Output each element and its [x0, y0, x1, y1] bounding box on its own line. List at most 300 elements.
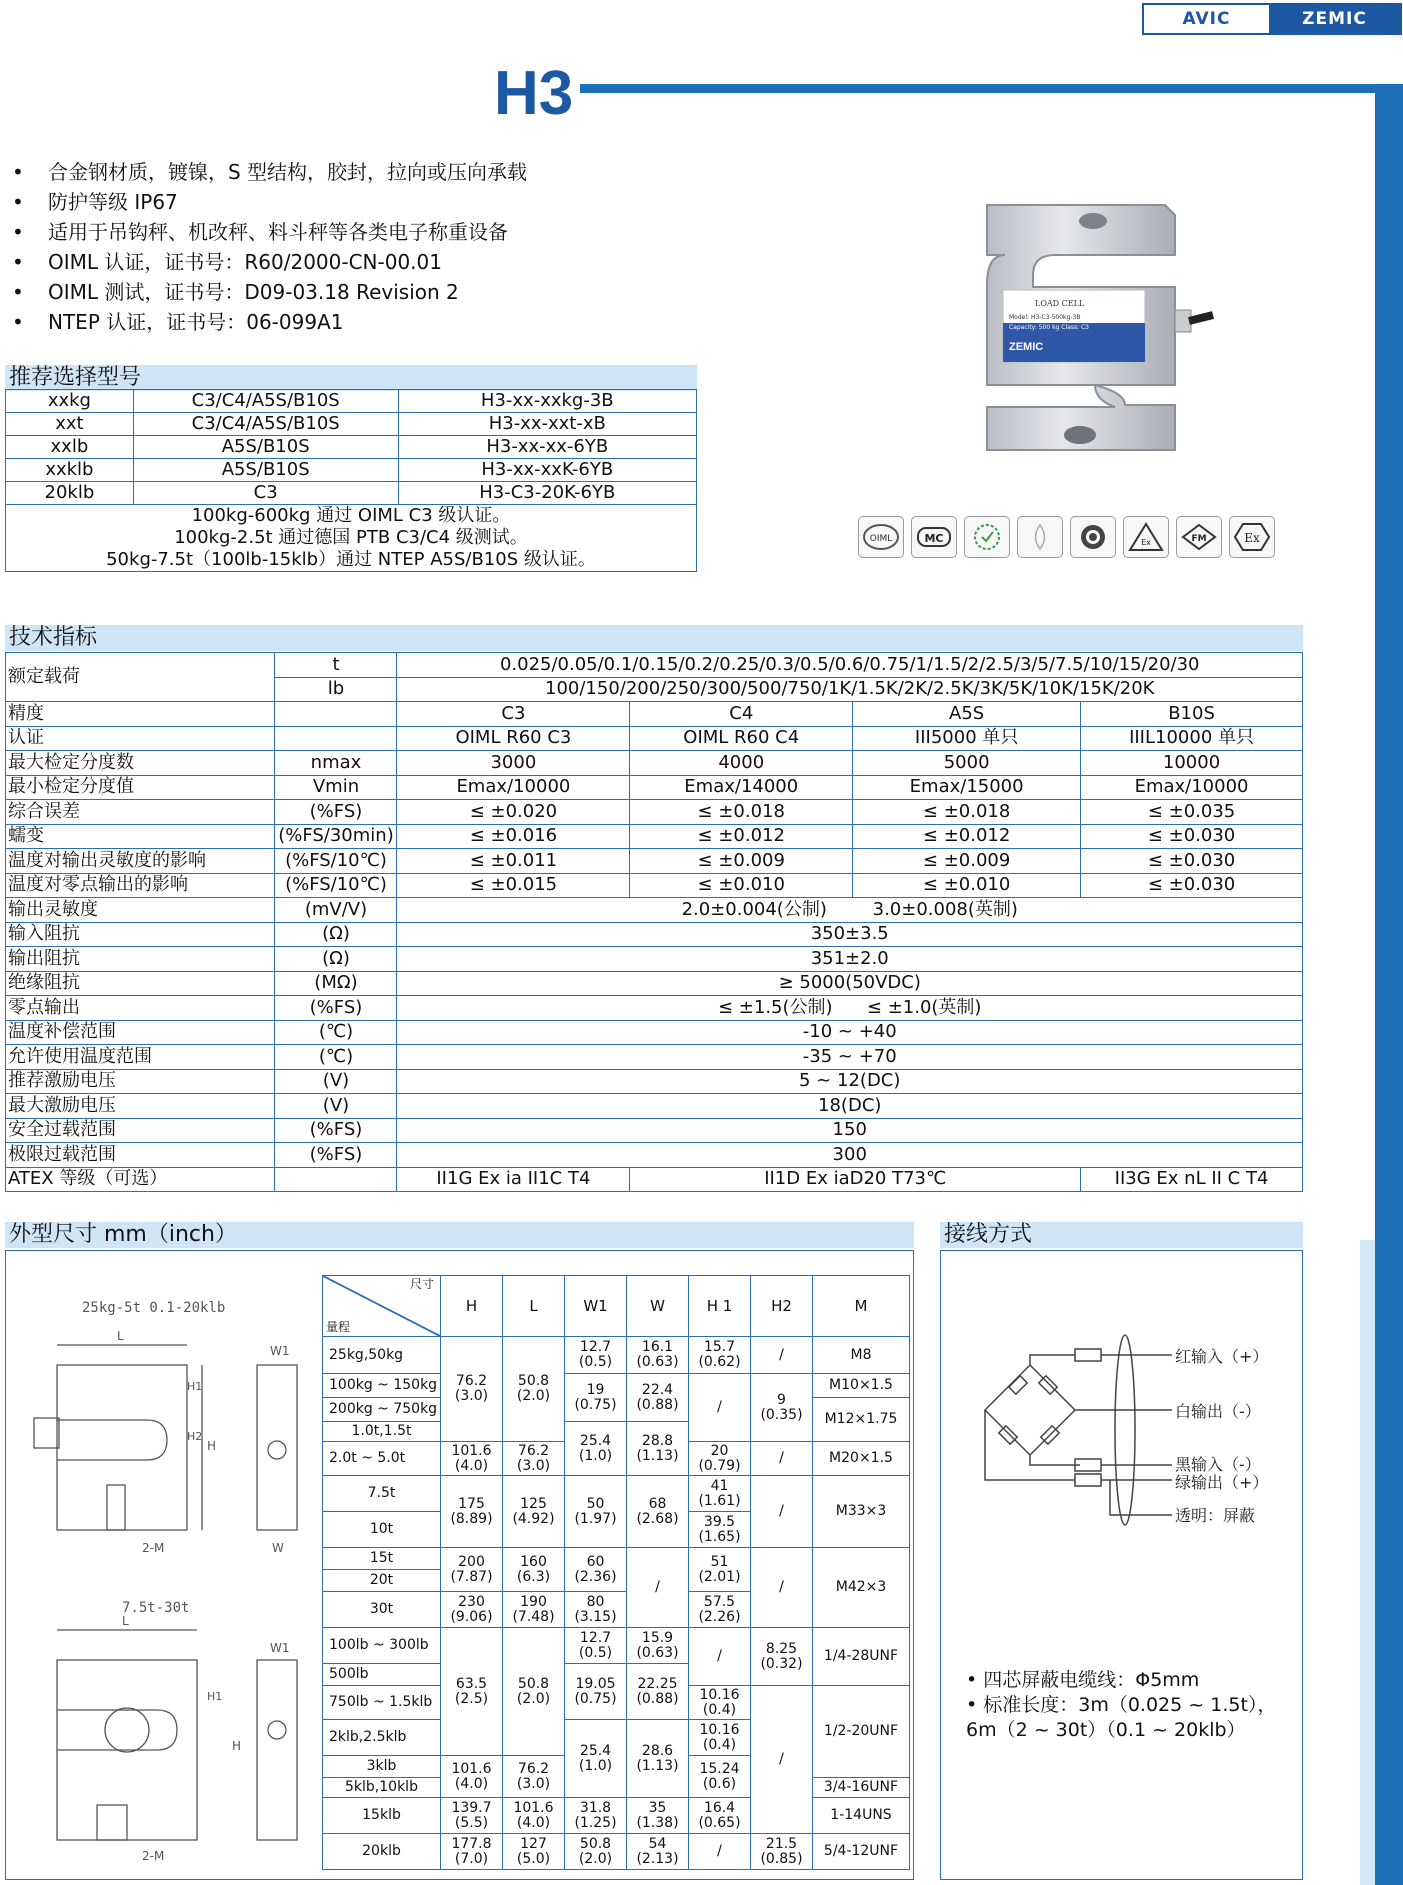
mc-icon [911, 516, 957, 558]
table-cell: (%FS) [275, 1143, 397, 1168]
spec-table [5, 652, 1303, 1192]
table-cell: (℃) [275, 1045, 397, 1070]
table-cell: 127 (5.0) [503, 1834, 565, 1870]
table-row [6, 653, 1303, 678]
table-cell: II1D Ex iaD20 T73℃ [630, 1167, 1081, 1192]
table-cell [275, 726, 397, 751]
table-cell: ≤ ±0.011 [397, 849, 630, 874]
table-cell: 极限过载范围 [6, 1143, 275, 1168]
table-cell: (%FS) [275, 996, 397, 1021]
table-cell: 推荐激励电压 [6, 1069, 275, 1094]
table-cell: 60 (2.36) [565, 1548, 627, 1592]
table-cell: 100lb ~ 300lb [323, 1628, 441, 1664]
table-cell: 51 (2.01) [689, 1548, 751, 1592]
table-row [6, 947, 1303, 972]
table-cell: 750lb ~ 1.5klb [323, 1686, 441, 1720]
table-row [6, 971, 1303, 996]
recommend-table [5, 389, 697, 572]
table-cell: 温度补偿范围 [6, 1020, 275, 1045]
table-cell: 500lb [323, 1664, 441, 1686]
table-cell: 精度 [6, 702, 275, 727]
spec-title: 技术指标 [5, 625, 1303, 651]
table-row [6, 1020, 1303, 1045]
table-row [6, 726, 1303, 751]
table-cell: L [503, 1276, 565, 1337]
table-row [6, 413, 697, 436]
table-cell: 25.4 (1.0) [565, 1422, 627, 1476]
oiml-icon [858, 516, 904, 558]
table-row [6, 922, 1303, 947]
svg-text:2-M: 2-M [142, 1541, 165, 1555]
table-cell: H2 [751, 1276, 813, 1337]
table-cell: / [751, 1548, 813, 1628]
table-cell: 1/4-28UNF [813, 1628, 910, 1686]
table-cell: 最大检定分度数 [6, 751, 275, 776]
table-cell: 80 (3.15) [565, 1592, 627, 1628]
table-cell: 10t [323, 1512, 441, 1548]
table-cell: ≤ ±0.035 [1081, 800, 1303, 825]
table-cell: 允许使用温度范围 [6, 1045, 275, 1070]
table-cell: ≤ ±0.012 [853, 824, 1081, 849]
table-cell: (V) [275, 1094, 397, 1119]
table-row [6, 996, 1303, 1021]
table-row [323, 1798, 910, 1834]
table-cell: III5000 单只 [853, 726, 1081, 751]
table-cell: 20 (0.79) [689, 1442, 751, 1476]
table-cell: 认证 [6, 726, 275, 751]
table-cell: 200kg ~ 750kg [323, 1398, 441, 1422]
svg-text:Ex: Ex [1244, 531, 1260, 545]
table-cell: M [813, 1276, 910, 1337]
table-cell: 150 [397, 1118, 1303, 1143]
table-cell: 16.4 (0.65) [689, 1798, 751, 1834]
table-cell: / [751, 1337, 813, 1374]
table-cell: 76.2 (3.0) [503, 1442, 565, 1476]
svg-text:25kg-5t 0.1-20klb: 25kg-5t 0.1-20klb [82, 1300, 226, 1316]
recommend-title: 推荐选择型号 [5, 365, 697, 391]
table-cell: 最小检定分度值 [6, 775, 275, 800]
table-cell: M20×1.5 [813, 1442, 910, 1476]
wiring-note: • 标准长度：3m（0.025 ~ 1.5t）， [966, 1694, 1277, 1716]
table-row [6, 873, 1303, 898]
table-cell: 230 (9.06) [441, 1592, 503, 1628]
model-title: H3 [494, 59, 574, 128]
table-cell: M10×1.5 [813, 1374, 910, 1398]
svg-text:Ex: Ex [1141, 538, 1151, 547]
table-cell: 200 (7.87) [441, 1548, 503, 1592]
table-row [6, 849, 1303, 874]
table-cell: 57.5 (2.26) [689, 1592, 751, 1628]
table-cell: 76.2 (3.0) [441, 1337, 503, 1442]
table-cell: 1-14UNS [813, 1798, 910, 1834]
table-cell: / [689, 1628, 751, 1686]
table-cell: ≤ ±0.030 [1081, 849, 1303, 874]
table-cell: 350±3.5 [397, 922, 1303, 947]
table-cell: 175 (8.89) [441, 1476, 503, 1548]
table-cell: 190 (7.48) [503, 1592, 565, 1628]
table-cell: / [627, 1548, 689, 1628]
recommend-note: 100kg-600kg 通过 OIML C3 级认证。 [191, 505, 511, 526]
svg-text:OIML: OIML [869, 534, 893, 544]
table-cell: / [751, 1442, 813, 1476]
table-cell: 5/4-12UNF [813, 1834, 910, 1870]
table-cell: / [751, 1476, 813, 1548]
table-cell: 输入阻抗 [6, 922, 275, 947]
table-cell: 1.0t,1.5t [323, 1422, 441, 1442]
table-cell: A5S/B10S [133, 459, 398, 482]
table-cell: t [275, 653, 397, 678]
table-cell: (%FS/10℃) [275, 849, 397, 874]
table-row [323, 1548, 910, 1570]
table-cell: ≤ ±0.012 [630, 824, 853, 849]
table-cell: 零点输出 [6, 996, 275, 1021]
table-cell: ≤ ±0.018 [853, 800, 1081, 825]
table-cell: H3-xx-xxK-6YB [398, 459, 696, 482]
table-row [6, 1143, 1303, 1168]
table-header-row [323, 1276, 910, 1337]
ptb-icon [1070, 516, 1116, 558]
table-cell [275, 1167, 397, 1192]
table-cell: 125 (4.92) [503, 1476, 565, 1548]
atex-icon [1123, 516, 1169, 558]
table-cell: 35 (1.38) [627, 1798, 689, 1834]
table-cell: 351±2.0 [397, 947, 1303, 972]
table-cell: 输出阻抗 [6, 947, 275, 972]
table-cell: 160 (6.3) [503, 1548, 565, 1592]
table-cell: ≤ ±0.030 [1081, 873, 1303, 898]
table-cell: / [689, 1374, 751, 1442]
table-cell: ≤ ±0.020 [397, 800, 630, 825]
table-cell: OIML R60 C3 [397, 726, 630, 751]
table-cell: (℃) [275, 1020, 397, 1045]
fm-icon [1176, 516, 1222, 558]
table-cell: 安全过载范围 [6, 1118, 275, 1143]
table-cell: (Ω) [275, 922, 397, 947]
table-cell: 20t [323, 1570, 441, 1592]
table-cell: A5S [853, 702, 1081, 727]
table-cell: 5klb,10klb [323, 1778, 441, 1798]
table-cell: A5S/B10S [133, 436, 398, 459]
svg-text:W: W [272, 1541, 284, 1555]
table-cell: 温度对输出灵敏度的影响 [6, 849, 275, 874]
table-cell: 101.6 (4.0) [441, 1756, 503, 1798]
table-cell: 绝缘阻抗 [6, 971, 275, 996]
table-cell: 39.5 (1.65) [689, 1512, 751, 1548]
table-cell: 0.025/0.05/0.1/0.15/0.2/0.25/0.3/0.5/0.6/0.75/1/1.5/2/2.5/3/5/7.5/10/15/20/30 [397, 653, 1303, 678]
table-cell: 15.7 (0.62) [689, 1337, 751, 1374]
table-cell: 5 ~ 12(DC) [397, 1069, 1303, 1094]
svg-text:H1: H1 [207, 1690, 223, 1703]
table-cell: H3-xx-xx-6YB [398, 436, 696, 459]
table-cell: M33×3 [813, 1476, 910, 1548]
table-cell: C3 [397, 702, 630, 727]
table-cell: 12.7 (0.5) [565, 1628, 627, 1664]
table-cell: W1 [565, 1276, 627, 1337]
svg-text:H: H [232, 1739, 242, 1753]
dimension-table [322, 1275, 910, 1870]
table-cell: 50.8 (2.0) [565, 1834, 627, 1870]
table-cell: 2.0t ~ 5.0t [323, 1442, 441, 1476]
table-cell: 22.25 (0.88) [627, 1664, 689, 1720]
table-cell: 54 (2.13) [627, 1834, 689, 1870]
table-row [6, 436, 697, 459]
recommend-notes [6, 505, 697, 572]
table-row [6, 482, 697, 505]
wiring-notes [966, 1668, 1296, 1743]
table-cell: B10S [1081, 702, 1303, 727]
ntep-icon [1017, 516, 1063, 558]
feature-item: • 防护等级 IP67 [10, 187, 527, 217]
table-cell: Emax/14000 [630, 775, 853, 800]
brand-box [1142, 3, 1402, 35]
table-row [6, 1118, 1303, 1143]
table-cell: 7.5t [323, 1476, 441, 1512]
table-cell: 15.9 (0.63) [627, 1628, 689, 1664]
svg-text:H: H [207, 1439, 217, 1453]
table-cell: 50.8 (2.0) [503, 1337, 565, 1442]
table-cell: II1G Ex ia II1C T4 [397, 1167, 630, 1192]
svg-text:FM: FM [1191, 534, 1207, 544]
table-cell: / [689, 1834, 751, 1870]
table-cell: 10.16 (0.4) [689, 1686, 751, 1720]
feature-item: • OIML 测试，证书号：D09-03.18 Revision 2 [10, 277, 527, 307]
table-cell: (%FS) [275, 1118, 397, 1143]
table-cell: 15.24 (0.6) [689, 1756, 751, 1798]
table-cell: 输出灵敏度 [6, 898, 275, 923]
table-cell: 28.6 (1.13) [627, 1720, 689, 1798]
table-cell: ≤ ±0.016 [397, 824, 630, 849]
table-cell: (MΩ) [275, 971, 397, 996]
table-cell: 2klb,2.5klb [323, 1720, 441, 1756]
table-cell: 25.4 (1.0) [565, 1720, 627, 1798]
table-cell: 15klb [323, 1798, 441, 1834]
table-cell: Emax/10000 [397, 775, 630, 800]
brand-avic: AVIC [1144, 5, 1269, 33]
wire-green-label: 绿输出（+） [1175, 1473, 1269, 1492]
header-rule [580, 84, 1403, 93]
table-cell: (Ω) [275, 947, 397, 972]
table-cell: II3G Ex nL II C T4 [1081, 1167, 1303, 1192]
table-cell: 10000 [1081, 751, 1303, 776]
wiring-title: 接线方式 [940, 1222, 1303, 1248]
table-cell: 50.8 (2.0) [503, 1628, 565, 1756]
table-cell: 最大激励电压 [6, 1094, 275, 1119]
table-cell: 18(DC) [397, 1094, 1303, 1119]
table-cell: nmax [275, 751, 397, 776]
table-cell: 22.4 (0.88) [627, 1374, 689, 1422]
table-row [6, 1167, 1303, 1192]
table-cell: -35 ~ +70 [397, 1045, 1303, 1070]
table-cell: 3000 [397, 751, 630, 776]
table-row [6, 775, 1303, 800]
table-row [6, 505, 697, 572]
svg-text:H2: H2 [187, 1430, 203, 1443]
table-cell: H3-xx-xxt-xB [398, 413, 696, 436]
table-cell: 100kg ~ 150kg [323, 1374, 441, 1398]
table-cell: ≤ ±1.5(公制) ≤ ±1.0(英制) [397, 996, 1303, 1021]
svg-text:7.5t-30t: 7.5t-30t [122, 1600, 190, 1616]
feature-item: • 合金钢材质，镀镍，S 型结构，胶封，拉向或压向承载 [10, 157, 527, 187]
table-row [323, 1628, 910, 1664]
table-cell: xxklb [6, 459, 134, 482]
table-cell: 15t [323, 1548, 441, 1570]
svg-text:W1: W1 [270, 1344, 290, 1358]
table-cell: 100/150/200/250/300/500/750/1K/1.5K/2K/2.5K/3K/5K/10K/15K/20K [397, 677, 1303, 702]
table-cell: Emax/10000 [1081, 775, 1303, 800]
table-cell: M12×1.75 [813, 1398, 910, 1442]
table-cell: OIML R60 C4 [630, 726, 853, 751]
feature-item: • 适用于吊钩秤、机改秤、料斗秤等各类电子称重设备 [10, 217, 527, 247]
table-cell: 41 (1.61) [689, 1476, 751, 1512]
table-cell: 76.2 (3.0) [503, 1756, 565, 1798]
table-cell: 12.7 (0.5) [565, 1337, 627, 1374]
table-row [323, 1834, 910, 1870]
table-cell: lb [275, 677, 397, 702]
wiring-note: 6m（2 ~ 30t）（0.1 ~ 20klb） [966, 1719, 1246, 1741]
table-cell: 68 (2.68) [627, 1476, 689, 1548]
table-cell: C3/C4/A5S/B10S [133, 413, 398, 436]
feature-list [10, 157, 527, 337]
table-row [6, 702, 1303, 727]
load-cell-photo [975, 195, 1215, 460]
svg-text:L: L [117, 1329, 124, 1343]
table-cell: ≤ ±0.009 [630, 849, 853, 874]
table-cell: / [751, 1686, 813, 1834]
table-row [323, 1374, 910, 1398]
table-cell: (mV/V) [275, 898, 397, 923]
wiring-diagram [960, 1325, 1300, 1535]
table-cell: H3-xx-xxkg-3B [398, 390, 696, 413]
side-rule [1375, 84, 1403, 1885]
table-cell: C4 [630, 702, 853, 727]
table-cell: ≤ ±0.030 [1081, 824, 1303, 849]
table-cell: 16.1 (0.63) [627, 1337, 689, 1374]
table-cell: 9 (0.35) [751, 1374, 813, 1442]
table-cell: 63.5 (2.5) [441, 1628, 503, 1756]
table-cell: 139.7 (5.5) [441, 1798, 503, 1834]
table-cell: 28.8 (1.13) [627, 1422, 689, 1476]
svg-text:L: L [122, 1614, 129, 1628]
table-cell: 3klb [323, 1756, 441, 1778]
table-cell: 31.8 (1.25) [565, 1798, 627, 1834]
ex-icon [1229, 516, 1275, 558]
table-cell: 101.6 (4.0) [441, 1442, 503, 1476]
table-cell: 1/2-20UNF [813, 1686, 910, 1778]
svg-text:2-M: 2-M [142, 1849, 165, 1863]
table-cell: 25kg,50kg [323, 1337, 441, 1374]
table-row [6, 459, 697, 482]
table-cell: Emax/15000 [853, 775, 1081, 800]
table-cell: ≤ ±0.010 [853, 873, 1081, 898]
table-cell: 蠕变 [6, 824, 275, 849]
corner-cell: 尺寸 量程 [323, 1276, 441, 1337]
table-cell: ≤ ±0.015 [397, 873, 630, 898]
wiring-note: • 四芯屏蔽电缆线：Φ5mm [966, 1669, 1200, 1691]
dimension-drawings [22, 1290, 312, 1870]
table-cell: (V) [275, 1069, 397, 1094]
table-row [6, 1045, 1303, 1070]
table-cell: 50 (1.97) [565, 1476, 627, 1548]
svg-text:H1: H1 [187, 1380, 203, 1393]
table-cell: 177.8 (7.0) [441, 1834, 503, 1870]
table-cell: xxlb [6, 436, 134, 459]
recommend-note: 50kg-7.5t（100lb-15klb）通过 NTEP A5S/B10S 级认证。 [106, 549, 596, 570]
dims-title: 外型尺寸 mm（inch） [5, 1222, 914, 1248]
table-cell: 3/4-16UNF [813, 1778, 910, 1798]
brand-zemic: ZEMIC [1269, 5, 1400, 33]
table-row [6, 824, 1303, 849]
table-cell: 10.16 (0.4) [689, 1720, 751, 1756]
label-line2: Model: H3-C3-500kg-3B [1009, 314, 1081, 321]
table-row [6, 1069, 1303, 1094]
wire-black-label: 黑输入（-） [1175, 1455, 1261, 1474]
table-cell: (%FS/30min) [275, 824, 397, 849]
table-cell: xxkg [6, 390, 134, 413]
table-cell: 101.6 (4.0) [503, 1798, 565, 1834]
table-cell: 温度对零点输出的影响 [6, 873, 275, 898]
table-cell: xxt [6, 413, 134, 436]
certification-icons [858, 516, 1275, 558]
table-row [6, 800, 1303, 825]
table-cell: 8.25 (0.32) [751, 1628, 813, 1686]
table-cell: (%FS/10℃) [275, 873, 397, 898]
table-cell: H [441, 1276, 503, 1337]
side-rule-light [1360, 1240, 1375, 1885]
table-cell: (%FS) [275, 800, 397, 825]
ccc-icon [964, 516, 1010, 558]
table-cell: W [627, 1276, 689, 1337]
recommend-note: 100kg-2.5t 通过德国 PTB C3/C4 级测试。 [174, 527, 528, 548]
table-cell: H3-C3-20K-6YB [398, 482, 696, 505]
table-row [6, 1094, 1303, 1119]
table-cell: 30t [323, 1592, 441, 1628]
table-cell: ≥ 5000(50VDC) [397, 971, 1303, 996]
table-cell: 21.5 (0.85) [751, 1834, 813, 1870]
table-cell: 4000 [630, 751, 853, 776]
wire-red-label: 红输入（+） [1175, 1347, 1269, 1366]
table-cell: 20klb [323, 1834, 441, 1870]
table-cell: 19 (0.75) [565, 1374, 627, 1422]
table-row [323, 1337, 910, 1374]
table-cell: M8 [813, 1337, 910, 1374]
table-row [6, 898, 1303, 923]
table-cell: C3/C4/A5S/B10S [133, 390, 398, 413]
table-cell: ≤ ±0.018 [630, 800, 853, 825]
table-cell: -10 ~ +40 [397, 1020, 1303, 1045]
table-cell: ATEX 等级（可选） [6, 1167, 275, 1192]
table-cell: M42×3 [813, 1548, 910, 1628]
table-cell: 300 [397, 1143, 1303, 1168]
table-cell: H 1 [689, 1276, 751, 1337]
label-line1: LOAD CELL [1035, 299, 1085, 308]
table-cell: IIIL10000 单只 [1081, 726, 1303, 751]
table-cell: C3 [133, 482, 398, 505]
table-cell: 额定载荷 [6, 653, 275, 702]
table-cell: 19.05 (0.75) [565, 1664, 627, 1720]
table-cell: 5000 [853, 751, 1081, 776]
table-cell: 综合误差 [6, 800, 275, 825]
feature-item: • NTEP 认证，证书号：06-099A1 [10, 307, 527, 337]
table-cell: 20klb [6, 482, 134, 505]
table-cell: Vmin [275, 775, 397, 800]
label-logo: ZEMIC [1009, 341, 1044, 353]
svg-text:MC: MC [924, 532, 944, 545]
table-cell: 2.0±0.004(公制) 3.0±0.008(英制) [397, 898, 1303, 923]
table-row [6, 390, 697, 413]
table-row [323, 1476, 910, 1512]
feature-item: • OIML 认证，证书号：R60/2000-CN-00.01 [10, 247, 527, 277]
svg-text:W1: W1 [270, 1641, 290, 1655]
